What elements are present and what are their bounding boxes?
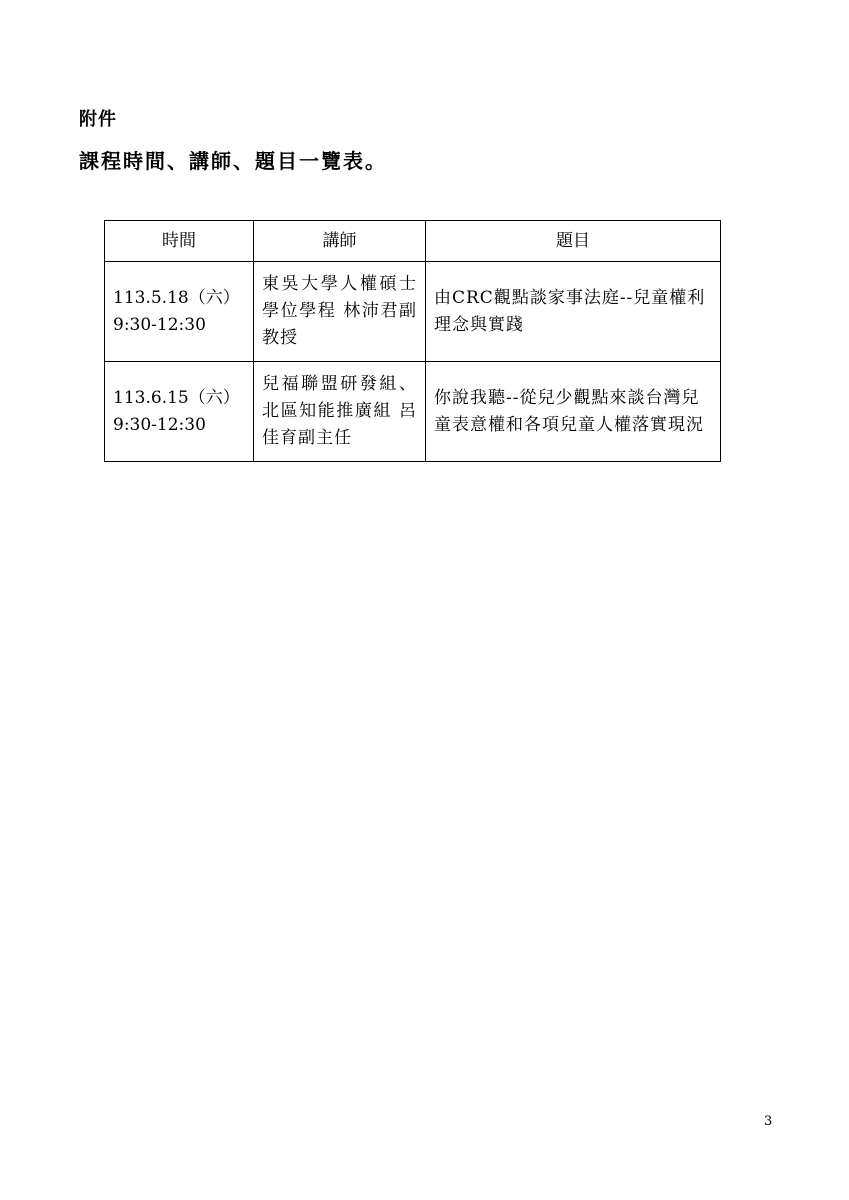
lecturer-cell: 東吳大學人權碩士學位學程 林沛君副教授: [254, 262, 426, 362]
time-cell: [105, 262, 254, 362]
session-time: 9:30-12:30: [113, 414, 206, 435]
header-topic: 題目: [426, 221, 721, 262]
header-lecturer: 講師: [254, 221, 426, 262]
schedule-table: [104, 220, 721, 462]
table-row: [105, 262, 721, 362]
table-header-row: [105, 221, 721, 262]
attachment-label: 附件: [79, 109, 117, 130]
header-time: 時間: [105, 221, 254, 262]
page-number: 3: [764, 1114, 773, 1129]
topic-cell: 由CRC觀點談家事法庭--兒童權利理念與實踐: [426, 262, 721, 362]
topic-cell: 你說我聽--從兒少觀點來談台灣兒童表意權和各項兒童人權落實現況: [426, 362, 721, 462]
session-date: 113.6.15（六）: [113, 387, 240, 408]
table-row: [105, 362, 721, 462]
session-date: 113.5.18（六）: [113, 287, 240, 308]
session-time: 9:30-12:30: [113, 314, 206, 335]
lecturer-cell: 兒福聯盟研發組、北區知能推廣組 呂佳育副主任: [254, 362, 426, 462]
document-title: 課程時間、講師、題目一覽表。: [79, 149, 387, 173]
time-cell: [105, 362, 254, 462]
